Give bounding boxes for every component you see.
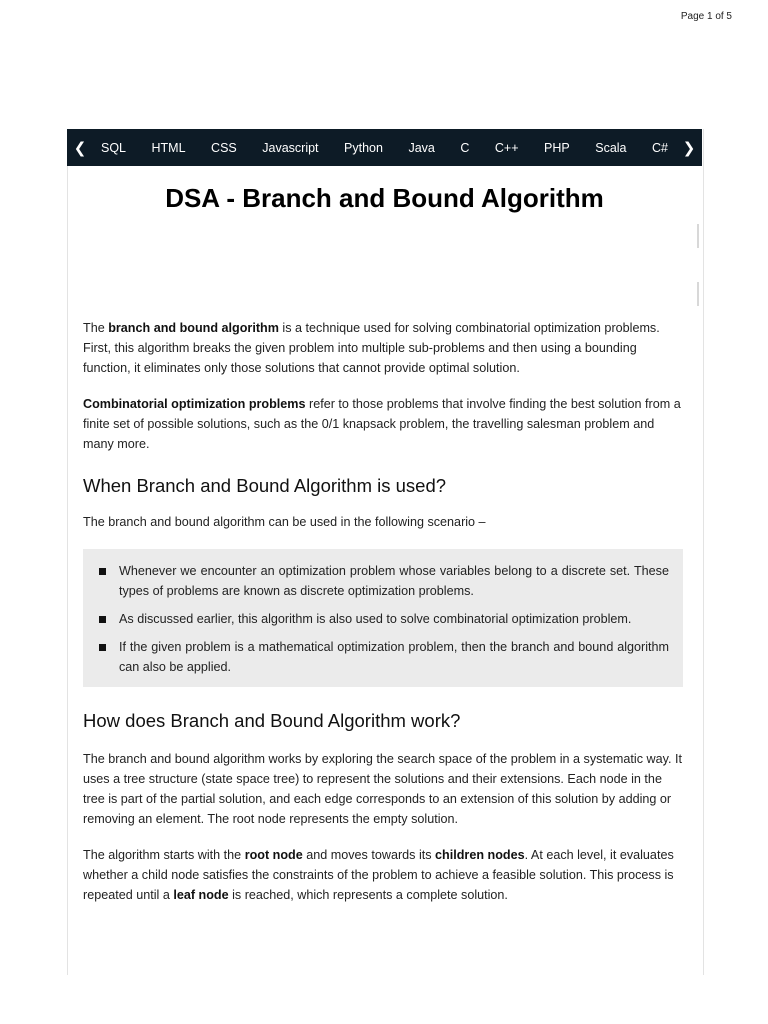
nav-item-c[interactable]: C (460, 140, 470, 155)
page-title: DSA - Branch and Bound Algorithm (165, 183, 604, 213)
nav-item-css[interactable]: CSS (211, 140, 237, 155)
text-run: is reached, which represents a complete solution. (228, 888, 508, 902)
nav-item-sql[interactable]: SQL (101, 140, 127, 155)
text-run: The (83, 321, 109, 335)
list-item-text: As discussed earlier, this algorithm is also used to solve combinatorial optimization problem. (119, 612, 632, 626)
article-body (83, 318, 683, 921)
text-run: The algorithm starts with the (83, 848, 245, 862)
text-run: is a technique used for solving combinatorial optimization problems. First, this algorithm breaks the given problem into multiple sub-problems and then using a bounding function, it eliminates only those solutions that cannot provide optimal solution. (83, 321, 660, 375)
how-paragraph: The branch and bound algorithm works by exploring the search space of the problem in a systematic way. It uses a tree structure (state space tree) to represent the solutions and their extensions. Each node in the tree is part of the partial solution, and each edge corresponds to an extension of this solution by adding or removing an element. The root node represents the empty solution. (83, 752, 682, 826)
scenario-list (99, 561, 669, 677)
nav-item-php[interactable]: PHP (544, 140, 570, 155)
bold-term: leaf node (173, 888, 229, 902)
language-nav-bar (67, 129, 702, 166)
list-item (99, 637, 669, 677)
section-heading-how: How does Branch and Bound Algorithm work? (83, 710, 461, 731)
bullet-icon (99, 568, 106, 575)
bold-term: root node (244, 848, 303, 862)
list-item (99, 561, 669, 601)
definition-paragraph (83, 394, 683, 454)
chevron-left-icon[interactable]: ❮ (73, 139, 87, 157)
nav-item-scala[interactable]: Scala (595, 140, 627, 155)
scroll-marker (697, 224, 699, 248)
section-heading-when: When Branch and Bound Algorithm is used? (83, 475, 447, 496)
text-run: . At each level, it evaluates whether a child node satisfies the constraints of the problem to achieve a feasible solution. This process is repeated until a (83, 848, 674, 902)
chevron-right-icon[interactable]: ❯ (682, 139, 696, 157)
intro-paragraph (83, 318, 683, 378)
nav-items (93, 141, 676, 155)
bold-term: Combinatorial optimization problems (83, 397, 306, 411)
nav-item-csharp[interactable]: C# (652, 140, 668, 155)
nav-item-java[interactable]: Java (408, 140, 435, 155)
text-run: and moves towards its (302, 848, 436, 862)
nav-item-html[interactable]: HTML (151, 140, 186, 155)
bullet-icon (99, 616, 106, 623)
nav-item-python[interactable]: Python (344, 140, 383, 155)
bullet-icon (99, 644, 106, 651)
bold-term: children nodes (435, 848, 525, 862)
nav-item-javascript[interactable]: Javascript (262, 140, 319, 155)
bold-term: branch and bound algorithm (108, 321, 279, 335)
list-item-text: Whenever we encounter an optimization problem whose variables belong to a discrete set. These types of problems are known as discrete optimization problems. (119, 564, 669, 598)
section-lead: The branch and bound algorithm can be used in the following scenario – (83, 515, 486, 529)
scroll-marker (697, 282, 699, 306)
list-item (99, 609, 669, 629)
scenario-box (83, 549, 683, 687)
text-run: refer to those problems that involve finding the best solution from a finite set of possible solutions, such as the 0/1 knapsack problem, the travelling salesman problem and many more. (83, 397, 681, 451)
nav-item-cpp[interactable]: C++ (494, 140, 519, 155)
list-item-text: If the given problem is a mathematical optimization problem, then the branch and bound algorithm can also be applied. (119, 640, 669, 674)
page-counter: Page 1 of 5 (680, 11, 732, 22)
traversal-paragraph (83, 845, 683, 905)
